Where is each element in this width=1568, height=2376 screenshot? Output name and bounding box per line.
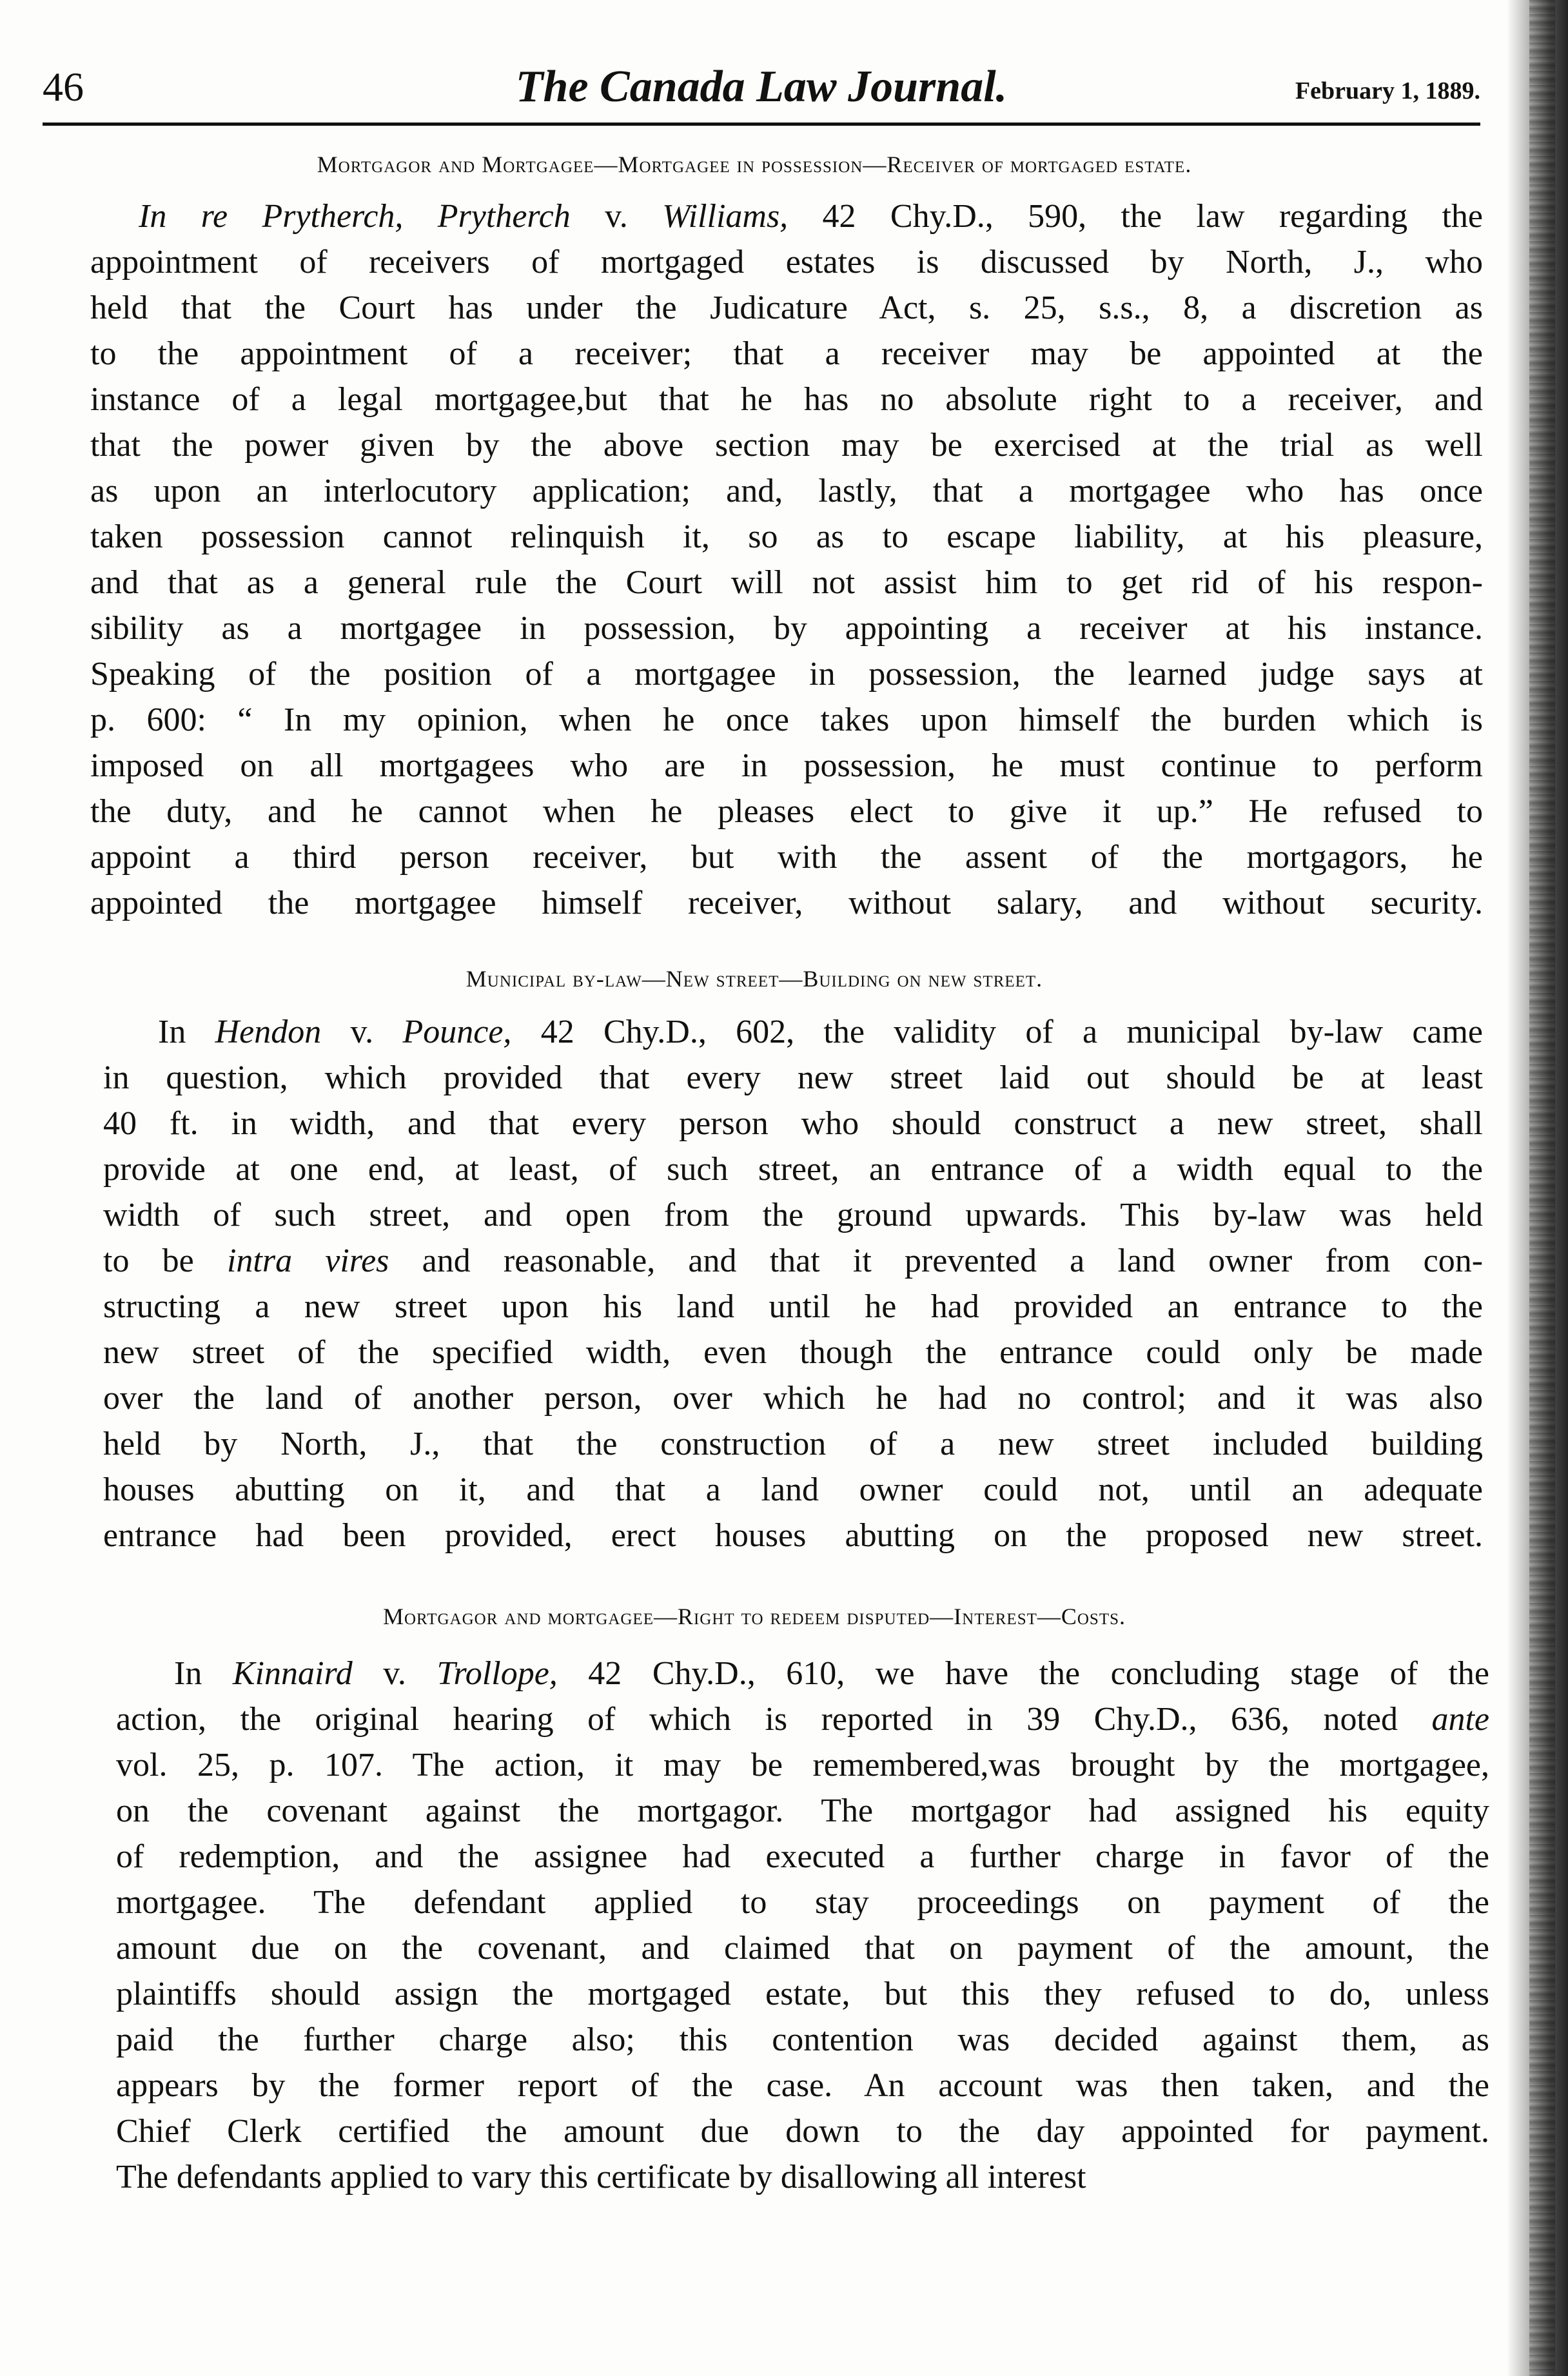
ante-reference: ante (1431, 1701, 1489, 1738)
scan-edge-speckle (1529, 0, 1555, 2376)
text-line: Chief Clerk certified the amount due down to the day appointed for payment. (116, 2113, 1489, 2150)
text-line: provide at one end, at least, of such street, an entrance of a width equal to the (103, 1151, 1483, 1188)
text-line: 40 ft. in width, and that every person who should construct a new street, shall (103, 1105, 1483, 1142)
journal-title: The Canada Law Journal. (515, 62, 1008, 112)
text-line: taken possession cannot relinquish it, so as to escape liability, at his pleasure, (90, 518, 1483, 555)
paragraph-kinnaird (116, 1651, 1489, 2200)
text-line: p. 600: “ In my opinion, when he once takes upon himself the burden which is (90, 702, 1483, 738)
section-heading-municipal-bylaw: Municipal by-law—New street—Building on new street. (466, 966, 1043, 992)
text-line: amount due on the covenant, and claimed that on payment of the amount, the (116, 1930, 1489, 1967)
section-heading-mortgagee-receiver: Mortgagor and Mortgagee—Mortgagee in possession—Receiver of mortgaged estate. (317, 152, 1192, 177)
text-line: of redemption, and the assignee had executed a further charge in favor of the (116, 1838, 1489, 1875)
page-number: 46 (43, 64, 84, 110)
text-line: appointed the mortgagee himself receiver, without salary, and without security. (90, 885, 1483, 921)
text-line: entrance had been provided, erect houses abutting on the proposed new street. (103, 1517, 1483, 1554)
text-line: imposed on all mortgagees who are in possession, he must continue to perform (90, 747, 1483, 784)
text-line: The defendants applied to vary this certificate by disallowing all interest (116, 2159, 1086, 2195)
text-line: In Hendon v. Pounce, 42 Chy.D., 602, the validity of a municipal by-law came (158, 1014, 1484, 1050)
text-line: new street of the specified width, even though the entrance could only be made (103, 1334, 1483, 1371)
text-line: to be intra vires and reasonable, and that it prevented a land owner from con- (103, 1242, 1484, 1279)
text-line: held by North, J., that the construction of a new street included building (103, 1426, 1483, 1462)
header-rule (43, 123, 1480, 126)
text-line: over the land of another person, over which he had no control; and it was also (103, 1380, 1483, 1417)
running-head (43, 52, 1480, 123)
case-name: Williams, (662, 198, 789, 235)
text-line: appointment of receivers of mortgaged estates is discussed by North, J., who (90, 244, 1483, 280)
text-line: appears by the former report of the case. An account was then taken, and the (116, 2067, 1489, 2104)
case-name: Hendon (215, 1014, 322, 1050)
text-line: appoint a third person receiver, but with the assent of the mortgagors, he (90, 839, 1483, 876)
text-line: structing a new street upon his land until he had provided an entrance to the (103, 1288, 1483, 1325)
text-line: sibility as a mortgagee in possession, by appointing a receiver at his instance. (90, 610, 1483, 647)
text-line: In Kinnaird v. Trollope, 42 Chy.D., 610, we have the concluding stage of the (174, 1655, 1490, 1692)
text-line: width of such street, and open from the ground upwards. This by-law was held (103, 1197, 1483, 1233)
issue-date: February 1, 1889. (1295, 77, 1480, 104)
text-line: mortgagee. The defendant applied to stay proceedings on payment of the (116, 1884, 1489, 1921)
text-line: that the power given by the above section may be exercised at the trial as well (90, 427, 1483, 464)
case-name: Pounce, (402, 1014, 512, 1050)
text-line: and that as a general rule the Court will not assist him to get rid of his respon- (90, 564, 1483, 601)
text-line: Speaking of the position of a mortgagee in possession, the learned judge says at (90, 656, 1483, 692)
section-heading-right-to-redeem: Mortgagor and mortgagee—Right to redeem disputed—Interest—Costs. (382, 1604, 1126, 1629)
paragraph-prytherch (90, 193, 1483, 926)
case-name: Trollope, (436, 1655, 558, 1692)
case-name: Kinnaird (232, 1655, 353, 1692)
text-line: on the covenant against the mortgagor. The mortgagor had assigned his equity (116, 1792, 1489, 1829)
text-line: plaintiffs should assign the mortgaged estate, but this they refused to do, unless (116, 1976, 1489, 2012)
text-line: In re Prytherch, Prytherch v. Williams, 42 Chy.D., 590, the law regarding the (139, 198, 1483, 235)
text-line: as upon an interlocutory application; and, lastly, that a mortgagee who has once (90, 473, 1483, 509)
text-line: in question, which provided that every new street laid out should be at least (103, 1059, 1483, 1096)
text-line: the duty, and he cannot when he pleases elect to give it up.” He refused to (90, 793, 1483, 830)
latin-term: intra vires (226, 1242, 389, 1279)
text-line: instance of a legal mortgagee,but that he has no absolute right to a receiver, and (90, 381, 1483, 418)
text-line: action, the original hearing of which is reported in 39 Chy.D., 636, noted ante (116, 1701, 1489, 1738)
case-name: In re Prytherch, Prytherch (139, 198, 571, 235)
text-line: held that the Court has under the Judicature Act, s. 25, s.s., 8, a discretion as (90, 290, 1483, 326)
paragraph-hendon (103, 1009, 1483, 1558)
text-line: houses abutting on it, and that a land owner could not, until an adequate (103, 1471, 1483, 1508)
text-line: paid the further charge also; this contention was decided against them, as (116, 2021, 1489, 2058)
text-line: vol. 25, p. 107. The action, it may be remembered,was brought by the mortgagee, (116, 1747, 1489, 1783)
text-line: to the appointment of a receiver; that a receiver may be appointed at the (90, 335, 1483, 372)
